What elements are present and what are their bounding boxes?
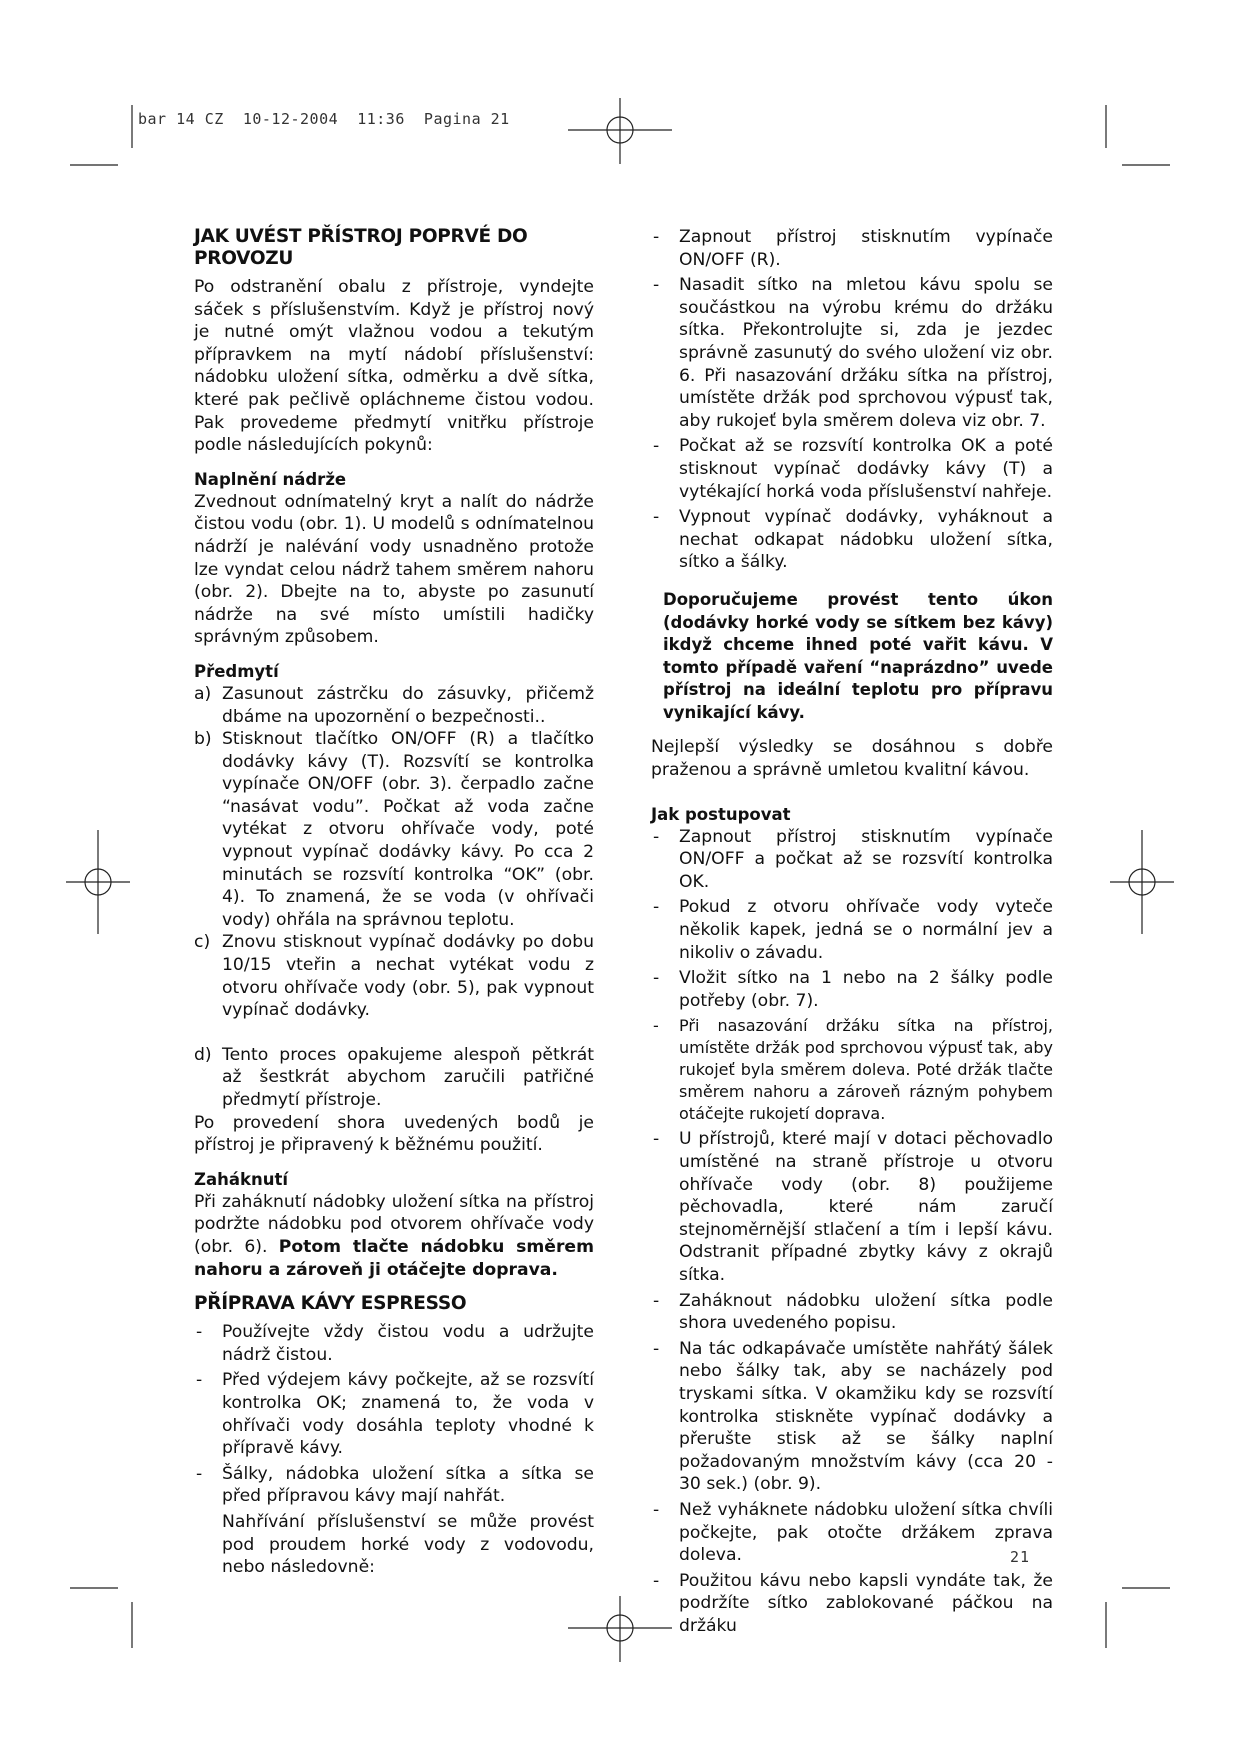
list-item: - Šálky, nádobka uložení sítka a sítka se před přípravou kávy mají nahřát.: [196, 1463, 594, 1507]
section-heading-espresso: PŘÍPRAVA KÁVY ESPRESSO: [194, 1293, 467, 1315]
registration-target-top: [568, 98, 672, 164]
best-results-paragraph: Nejlepší výsledky se dosáhnou s dobře praženou a správně umletou kvalitní kávou.: [651, 737, 1053, 781]
list-item: - Pokud z otvoru ohřívače vody vyteče několik kapek, jedná se o normální jev a nikoliv o závadu.: [653, 897, 1053, 963]
registration-target-left: [66, 830, 130, 934]
list-item: - Zaháknout nádobku uložení sítka podle shora uvedeného popisu.: [653, 1290, 1053, 1334]
list-item: - Než vyháknete nádobku uložení sítka chvíli počkejte, pak otočte držákem zprava doleva.: [653, 1499, 1053, 1566]
fill-tank-paragraph: Zvednout odnímatelný kryt a nalít do nádrže čistou vodu (obr. 1). U modelů s odnímatelnou nádrží je nalévání vody usnadněno protože lze vyndat celou nádrž tahem směrem nahoru (obr. 2). Dbejte na to, abyste po zasunutí nádrže na své místo umístili hadičky správným způsobem.: [194, 491, 594, 648]
page-number: 21: [1010, 1548, 1031, 1566]
list-item: - Zapnout přístroj stisknutím vypínače ON/OFF a počkat až se rozsvítí kontrolka OK.: [653, 826, 1053, 892]
list-item: - Před výdejem kávy počkejte, až se rozsvítí kontrolka OK; znamená to, že voda v ohřívači vody dosáhla teploty vhodné k přípravě kávy.: [196, 1370, 594, 1459]
list-item: - Vložit sítko na 1 nebo na 2 šálky podle potřeby (obr. 7).: [653, 968, 1053, 1011]
subheading-hooking: Zaháknutí: [194, 1169, 288, 1189]
registration-target-right: [1110, 830, 1174, 934]
list-item: - Zapnout přístroj stisknutím vypínače ON/OFF (R).: [653, 227, 1053, 270]
section-heading-first-use: JAK UVÉST PŘÍSTROJ POPRVÉ DO PROVOZU: [194, 226, 528, 269]
list-item: - Počkat až se rozsvítí kontrolka OK a poté stisknout vypínač dodávky kávy (T) a vytékající horká voda příslušenství nahřeje.: [653, 436, 1053, 502]
intro-paragraph: Po odstranění obalu z přístroje, vyndejte sáček s příslušenstvím. Když je přístroj nový je nutné omýt vlažnou vodou a tekutým přípravkem na mytí nádobí příslušenství: nádobku uložení sítka, odměrku a dvě sítka, které pak pečlivě opláchneme čistou vodou. Pak provedeme předmytí vnitřku přístroje podle následujících pokynů:: [194, 277, 594, 456]
list-item: d) Tento proces opakujeme alespoň pětkrát až šestkrát abychom zaručili patřičné předmytí přístroje.: [194, 1044, 594, 1110]
list-item: - Při nasazování držáku sítka na přístroj, umístěte držák pod sprchovou výpusť tak, aby rukojeť byla směrem doleva. Poté držák tlačte směrem nahoru a zároveň rázným pohybem otáčejte rukojetí doprava.: [653, 1016, 1053, 1124]
list-item: - Na tác odkapávače umístěte nahřátý šálek nebo šálky tak, aby se nacházely pod tryskami sítka. V okamžiku kdy se rozsvítí kontrolka stiskněte vypínač dodávky a přerušte stisk až se šálky naplní požadovaným množstvím kávy (cca 20 - 30 sek.) (obr. 9).: [653, 1338, 1053, 1495]
subheading-procedure: Jak postupovat: [651, 804, 791, 824]
subheading-fill-tank: Naplnění nádrže: [194, 469, 347, 489]
list-item: a) Zasunout zástrčku do zásuvky, přičemž dbáme na upozornění o bezpečnosti..: [194, 683, 594, 727]
list-item: - U přístrojů, které mají v dotaci pěchovadlo umístěné na straně přístroje u otvoru ohřívače vody (obr. 8) použijeme pěchovadla, které nám zaručí stejnoměrnější stlačení a tím i lepší kávu. Odstranit případné zbytky kávy z okrajů sítka.: [653, 1129, 1053, 1285]
subheading-prewash: Předmytí: [194, 661, 279, 681]
espresso-continuation: Nahřívání příslušenství se může provést pod proudem horké vody z vodovodu, nebo následovně:: [222, 1511, 594, 1578]
list-item: - Použitou kávu nebo kapsli vyndáte tak, že podržíte sítko zablokované páčkou na držáku: [653, 1570, 1053, 1636]
right-column: [651, 226, 1053, 1640]
list-item: - Vypnout vypínač dodávky, vyháknout a nechat odkapat nádobku uložení sítka, sítko a šálky.: [653, 507, 1053, 573]
list-item: - Nasadit sítko na mletou kávu spolu se součástkou na výrobu krému do držáku sítka. Překontrolujte si, zda je jezdec správně zasunutý do svého uložení viz obr. 6. Při nasazování držáku sítka na přístroj, umístěte držák pod sprchovou výpusť tak, aby rukojeť byla směrem doleva viz obr. 7.: [653, 275, 1053, 431]
list-item: - Používejte vždy čistou vodu a udržujte nádrž čistou.: [196, 1322, 594, 1365]
list-item: c) Znovu stisknout vypínač dodávky po dobu 10/15 vteřin a nechat vytékat vodu z otvoru ohřívače vody (obr. 5), pak vypnout vypínač dodávky.: [194, 932, 594, 1021]
after-items-paragraph: Po provedení shora uvedených bodů je přístroj je připravený k běžnému použití.: [194, 1112, 594, 1156]
recommendation-note: Doporučujeme provést tento úkon (dodávky horké vody se sítkem bez kávy) ikdyž chceme ihned poté vařit kávu. V tomto případě vaření “naprázdno” uvede přístroj na ideální teplotu pro přípravu vynikající kávy.: [663, 589, 1053, 722]
left-column: [194, 226, 594, 1579]
hooking-paragraph: Při zaháknutí nádobky uložení sítka na přístroj podržte nádobku pod otvorem ohřívače vody (obr. 6). Potom tlačte nádobku směrem nahoru a zároveň ji otáčejte doprava.: [194, 1191, 594, 1280]
list-item: b) Stisknout tlačítko ON/OFF (R) a tlačítko dodávky kávy (T). Rozsvítí se kontrolka vypínače ON/OFF (obr. 3). čerpadlo začne “nasávat vodu”. Počkat až voda začne vytékat z otvoru ohřívače vody, poté vypnout vypínač dodávky kávy. Po cca 2 minutách se rozsvítí kontrolka “OK” (obr. 4). To znamená, že se voda (v ohřívači vody) ohřála na správnou teplotu.: [194, 729, 594, 930]
print-slug: bar 14 CZ 10-12-2004 11:36 Pagina 21: [138, 110, 510, 128]
